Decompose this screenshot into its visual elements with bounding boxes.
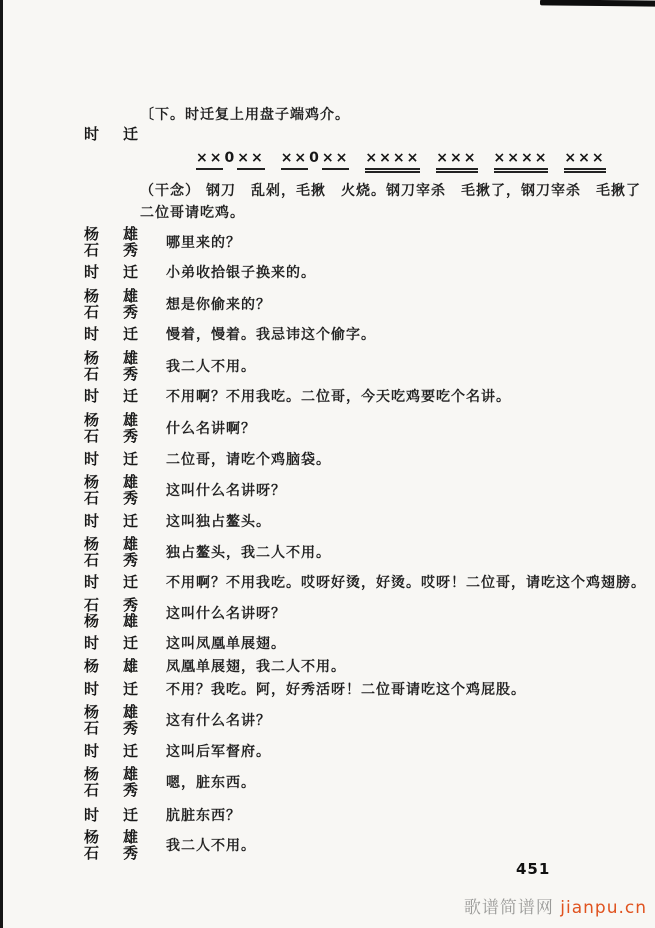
dialogue-row: [84, 474, 286, 506]
dialogue-text: 这叫独占鳌头。: [166, 514, 271, 530]
notation-group: ×× 0 ××: [196, 150, 265, 170]
dialogue-text: 肮脏东西？: [166, 808, 241, 824]
speaker-names: [84, 829, 138, 861]
dialogue-text: 我二人不用。: [166, 838, 256, 854]
dialogue-row: [84, 386, 511, 406]
speaker-name: 时迁: [84, 634, 138, 652]
dialogue-text: 嗯，脏东西。: [166, 775, 256, 791]
dialogue-row: [84, 679, 526, 699]
dialogue-row: [84, 656, 346, 676]
speaker-row-lead: [84, 126, 166, 142]
speaker-names: [84, 536, 138, 568]
speaker-name: 时迁: [84, 680, 138, 698]
notation-group: ×× 0 ××: [281, 150, 350, 170]
speaker-name: 时迁: [84, 387, 138, 405]
dialogue-row: [84, 704, 271, 736]
speaker-names: [84, 226, 138, 258]
dialogue-text: 不用啊？不用我吃。哎呀好烫，好烫。哎呀！二位哥，请吃这个鸡翅膀。: [166, 575, 646, 591]
speaker-name: 石秀: [84, 489, 138, 507]
dialogue-row: [84, 262, 316, 282]
speaker-name: 石秀: [84, 844, 138, 862]
speaker-name: 石秀: [84, 596, 138, 614]
dialogue-row: [84, 829, 256, 861]
dialogue-row: [84, 597, 286, 629]
speaker-names: [84, 597, 138, 629]
percussion-notation: [196, 150, 606, 173]
scan-edge-left: [0, 0, 3, 928]
speaker-names: [84, 766, 138, 798]
dialogue-text: 凤凰单展翅，我二人不用。: [166, 659, 346, 675]
dialogue-text: 不用啊？不用我吃。二位哥，今天吃鸡要吃个名讲。: [166, 389, 511, 405]
notation-group: ××××: [365, 150, 420, 173]
dialogue-text: 这叫后军督府。: [166, 744, 271, 760]
speaker-name: 时迁: [84, 806, 138, 824]
stage-direction: 〔下。时迁复上用盘子端鸡介。: [140, 107, 350, 123]
dialogue-row: [84, 741, 271, 761]
dialogue-row: [84, 324, 376, 344]
speaker-name: 杨雄: [84, 411, 138, 429]
speaker-name: 时迁: [84, 573, 138, 591]
speaker-name: 石秀: [84, 427, 138, 445]
watermark: [464, 893, 647, 918]
speaker-name: 杨雄: [84, 473, 138, 491]
speaker-names: [84, 474, 138, 506]
dialogue-row: [84, 288, 271, 320]
dialogue-row: [84, 536, 331, 568]
notation-group: ×××: [436, 150, 477, 173]
dialogue-row: [84, 226, 241, 258]
watermark-domain: jianpu.cn: [560, 898, 647, 918]
dialogue-row: [84, 633, 286, 653]
dialogue-row: [84, 350, 256, 382]
dialogue-text: 想是你偷来的？: [166, 297, 271, 313]
notation-group: ××××: [494, 150, 549, 173]
dialogue-text: 独占鳌头，我二人不用。: [166, 545, 331, 561]
dialogue-text: 不用？我吃。阿，好秀活呀！二位哥请吃这个鸡屁股。: [166, 682, 526, 698]
speaker-name: 杨雄: [84, 828, 138, 846]
dialogue-row: [84, 766, 256, 798]
dialogue-text: 什么名讲啊？: [166, 421, 256, 437]
speaker-name: 时迁: [84, 742, 138, 760]
dialogue-row: [84, 412, 256, 444]
dialogue-text: 慢着，慢着。我忌讳这个偷字。: [166, 327, 376, 343]
speaker-name: 杨雄: [84, 535, 138, 553]
dialogue-row: [84, 805, 241, 825]
speaker-name: 石秀: [84, 719, 138, 737]
notation-group: ×××: [564, 150, 605, 173]
speaker-name: 石秀: [84, 781, 138, 799]
dialogue-row: [84, 572, 646, 592]
speaker-names: [84, 350, 138, 382]
dialogue-text: 哪里来的？: [166, 235, 241, 251]
dialogue-text: 这叫什么名讲呀？: [166, 483, 286, 499]
speaker-name: 石秀: [84, 303, 138, 321]
speaker-name: 杨雄: [84, 657, 138, 675]
speaker-name: 石秀: [84, 365, 138, 383]
dialogue-text: 这有什么名讲？: [166, 713, 271, 729]
recitation-text: 钢刀 乱剁，毛揪 火烧。钢刀宰杀 毛揪了，钢刀宰杀 毛揪了: [206, 183, 641, 199]
speaker-name: 时迁: [84, 512, 138, 530]
dialogue-text: 这叫凤凰单展翅。: [166, 636, 286, 652]
dialogue-row: [84, 511, 271, 531]
speaker-name: 时迁: [84, 325, 138, 343]
scan-edge-top: [540, 0, 655, 7]
speaker-name: 石秀: [84, 241, 138, 259]
speaker-name: 石秀: [84, 551, 138, 569]
recitation-label: （干念）: [140, 183, 200, 199]
watermark-site-name: 歌谱简谱网: [463, 898, 554, 918]
speaker-name: 时迁: [84, 263, 138, 281]
page-number: 451: [516, 860, 551, 878]
speaker-name: 时迁: [84, 125, 138, 143]
speaker-names: [84, 412, 138, 444]
recitation-line-2: [140, 202, 245, 222]
speaker-name: 杨雄: [84, 765, 138, 783]
recitation-line-1: [140, 180, 641, 200]
speaker-name: 杨雄: [84, 287, 138, 305]
dialogue-text: 这叫什么名讲呀？: [166, 606, 286, 622]
speaker-name: 时迁: [84, 450, 138, 468]
speaker-names: [84, 288, 138, 320]
dialogue-text: 我二人不用。: [166, 359, 256, 375]
speaker-name: 杨雄: [84, 703, 138, 721]
speaker-names: [84, 704, 138, 736]
dialogue-text: 小弟收拾银子换来的。: [166, 265, 316, 281]
recitation-text: 二位哥请吃鸡。: [140, 205, 245, 221]
speaker-name: 杨雄: [84, 225, 138, 243]
dialogue-text: 二位哥，请吃个鸡脑袋。: [166, 452, 331, 468]
speaker-name: 杨雄: [84, 612, 138, 630]
speaker-name: 杨雄: [84, 349, 138, 367]
dialogue-row: [84, 449, 331, 469]
